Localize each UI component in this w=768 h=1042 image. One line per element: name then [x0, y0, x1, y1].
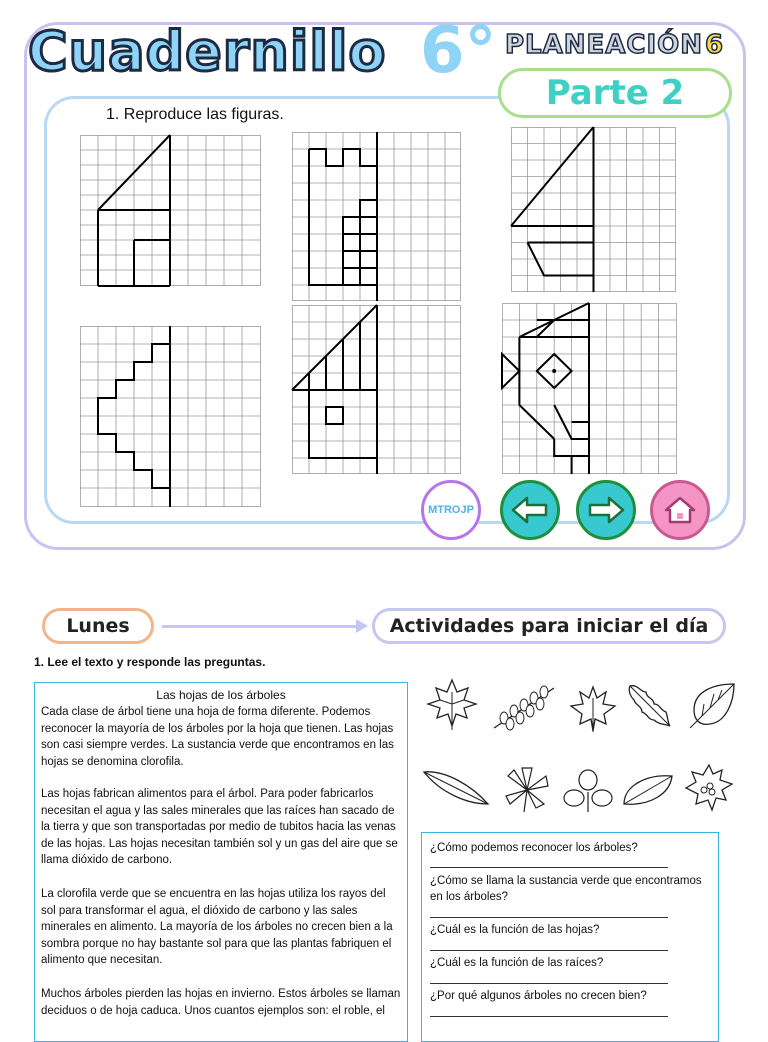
part-label: Parte 2	[545, 73, 685, 113]
poplar-leaf-icon	[686, 680, 738, 732]
home-button[interactable]	[650, 480, 710, 540]
grid-figure-steps	[80, 326, 262, 508]
sycamore-leaf-icon	[568, 684, 618, 734]
question-item: ¿Cuál es la función de las raíces?	[430, 957, 604, 969]
holly-leaf-icon	[682, 762, 736, 814]
acacia-leaf-icon	[490, 682, 560, 732]
reading-paragraph: Cada clase de árbol tiene una hoja de forma diferente. Podemos reconocer la mayoría de los árboles por la hoja que tienen. Las hojas son casi siempre verdes. La sustancia verde que encontramos en las hojas se denomina clorofila.	[41, 706, 394, 768]
day-label: Lunes	[66, 615, 130, 637]
grid-figure-roof-house	[292, 305, 462, 475]
oak-leaf-icon	[624, 680, 674, 730]
question-item: ¿Cómo se llama la sustancia verde que encontramos en los árboles?	[430, 875, 702, 903]
reading-paragraph: Las hojas fabrican alimentos para el árbol. Para poder fabricarlos necesitan el agua y las sales minerales que las raíces han sacado de la tierra y que son transportadas por medio de tubitos hacia las venas de las hojas. Las hojas necesitan también sol y un gas del aire que se llama dióxido de carbono.	[41, 788, 398, 867]
next-button[interactable]	[576, 480, 636, 540]
grid-figure-fish	[502, 303, 678, 475]
question-item: ¿Cómo podemos reconocer los árboles?	[430, 842, 638, 854]
question-item: ¿Cuál es la función de las hojas?	[430, 924, 600, 936]
logo-text: MTROJP	[428, 504, 474, 516]
answer-line[interactable]	[430, 1016, 668, 1017]
grid-figure-sailboat	[511, 127, 677, 293]
answer-line[interactable]	[430, 917, 668, 918]
reading-instruction: 1. Lee el texto y responde las preguntas.	[34, 655, 266, 669]
grade-number: 6°	[420, 14, 497, 88]
planeacion-number: 6	[705, 30, 724, 60]
planeacion-label: PLANEACIÓN	[505, 30, 704, 60]
question-item: ¿Por qué algunos árboles no crecen bien?	[430, 990, 647, 1002]
clover-leaf-icon	[562, 768, 614, 814]
activity-label: Actividades para iniciar el día	[389, 615, 709, 637]
willow-leaf-icon	[422, 766, 492, 810]
grid-figure-castle	[292, 132, 462, 302]
back-button[interactable]	[500, 480, 560, 540]
beech-leaf-icon	[620, 770, 676, 810]
exercise-instruction: 1. Reproduce las figuras.	[106, 106, 284, 123]
arrow-left-icon	[511, 495, 549, 525]
arrow-head-icon	[356, 619, 368, 633]
answer-line[interactable]	[430, 867, 668, 868]
reading-paragraph: La clorofila verde que se encuentra en las hojas utiliza los rayos del sol para transformar el agua, el dióxido de carbono y las sales minerales en alimento. La mayoría de los árboles no crecen bien a la sombra porque no hay bastante sol para que las plantas fabriquen el alimento que necesitan.	[41, 888, 393, 967]
connector-arrow	[162, 625, 362, 628]
reading-paragraph: Muchos árboles pierden las hojas en invierno. Estos árboles se llaman deciduos o de hoja caduca. Unos cuantos ejemplos son: el roble, el	[41, 988, 401, 1017]
maple-leaf-icon	[424, 676, 480, 732]
chestnut-leaf-icon	[502, 764, 552, 814]
answer-line[interactable]	[430, 983, 668, 984]
mtrojp-logo[interactable]	[421, 480, 481, 540]
grid-figure-house	[80, 135, 262, 287]
home-icon	[663, 495, 697, 525]
cuadernillo-title: Cuadernillo	[28, 20, 387, 83]
reading-title: Las hojas de los árboles	[156, 688, 286, 702]
answer-line[interactable]	[430, 950, 668, 951]
arrow-right-icon	[587, 495, 625, 525]
